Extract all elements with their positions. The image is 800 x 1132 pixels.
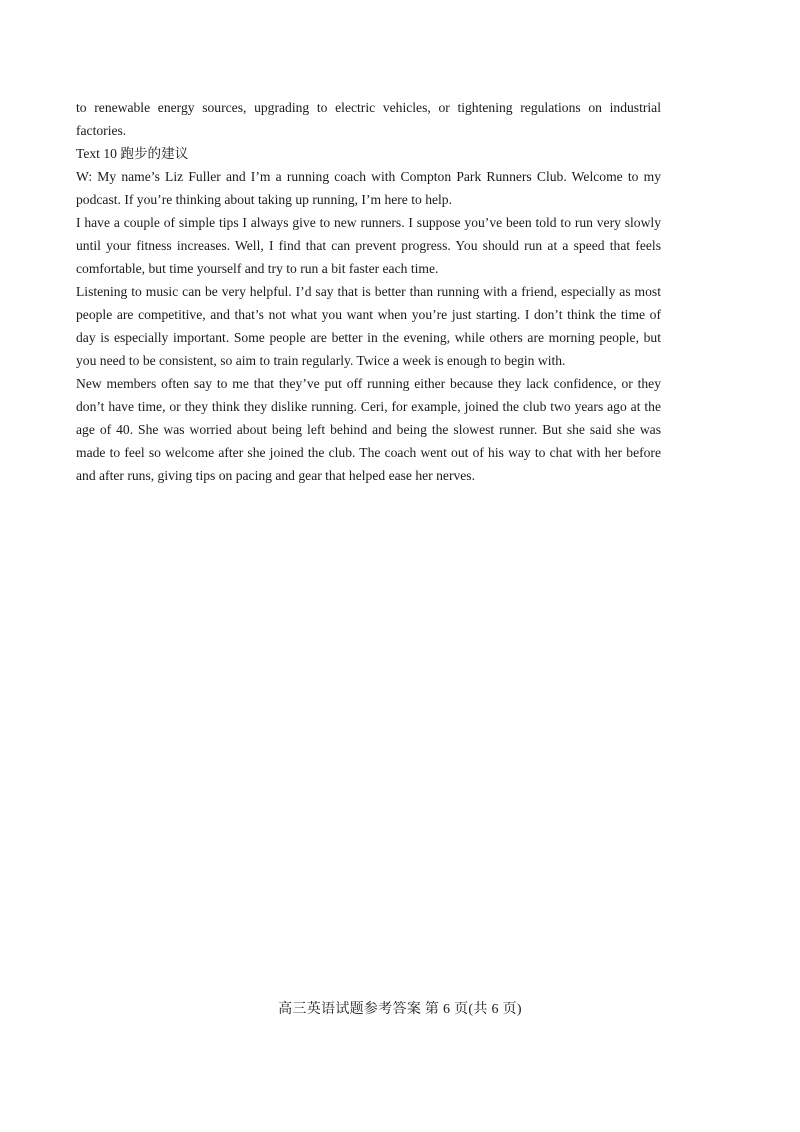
section-heading: Text 10 跑步的建议: [76, 146, 189, 161]
paragraph-music: Listening to music can be very helpful. I’d say that is better than running with a friend, especially as most people are competitive, and that’s not what you want when you’re just starting. I don’t think the time of day is especially important. Some people are better in the evening, while others are morning people, but you need to be consistent, so aim to train regularly. Twice a week is enough to begin with.: [76, 284, 661, 368]
paragraph-intro: W: My name’s Liz Fuller and I’m a running coach with Compton Park Runners Club. Welcome to my podcast. If you’re thinking about taking up running, I’m here to help.: [76, 169, 661, 207]
paragraph-new-members: New members often say to me that they’ve put off running either because they lack confidence, or they don’t have time, or they think they dislike running. Ceri, for example, joined the club two years ago at the age of 40. She was worried about being left behind and being the slowest runner. But she said she was made to feel so welcome after she joined the club. The coach went out of his way to chat with her before and after runs, giving tips on pacing and gear that helped ease her nerves.: [76, 376, 661, 483]
paragraph-tips: I have a couple of simple tips I always give to new runners. I suppose you’ve been told to run very slowly until your fitness increases. Well, I find that can prevent progress. You should run at a speed that feels comfortable, but time yourself and try to run a bit faster each time.: [76, 215, 661, 276]
document-body: [76, 96, 661, 487]
page-footer: 高三英语试题参考答案 第 6 页(共 6 页): [278, 1002, 522, 1017]
paragraph-previous-text-end: to renewable energy sources, upgrading to electric vehicles, or tightening regulations on industrial factories.: [76, 100, 661, 138]
